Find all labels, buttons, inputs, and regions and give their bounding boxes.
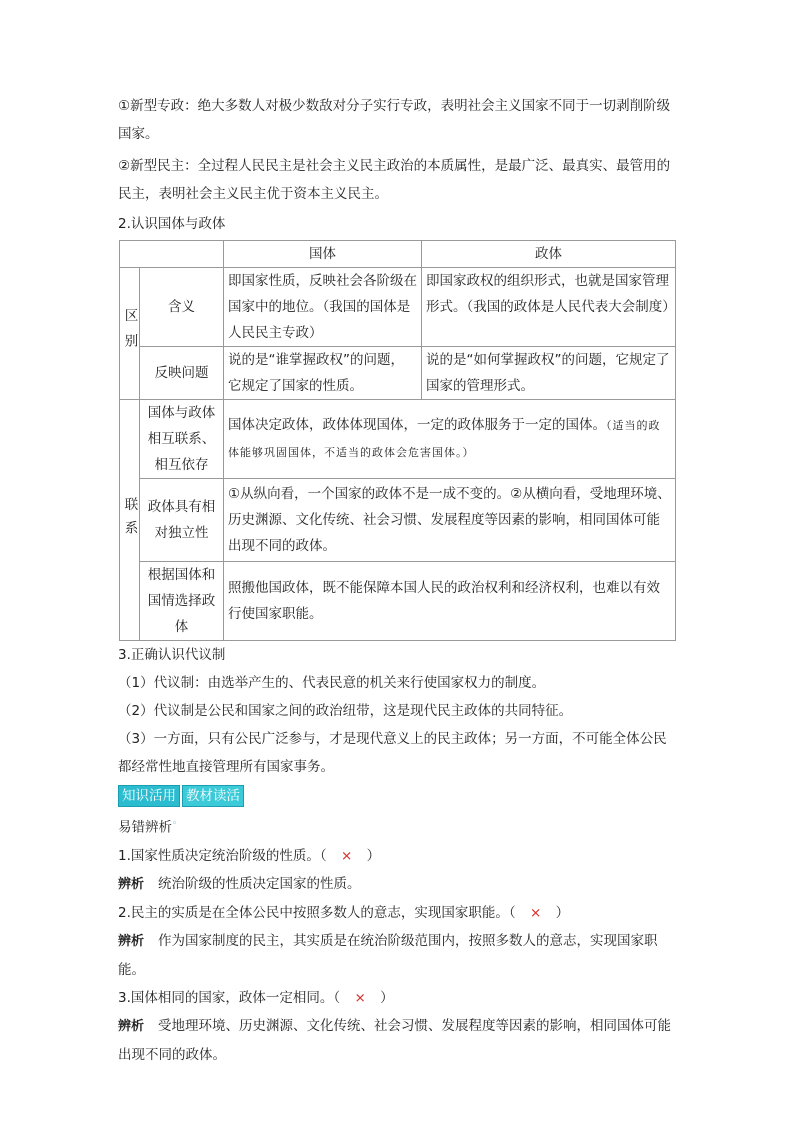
guoti-zhengti-table <box>119 240 676 641</box>
yicuo-title <box>118 810 678 842</box>
question-1-end: ） <box>366 847 381 864</box>
lianxi1-text: 国体决定政体，政体体现国体，一定的政体服务于一定的国体。 <box>228 417 606 433</box>
table-row <box>120 268 676 347</box>
answer-2 <box>118 927 678 984</box>
answer-1 <box>118 870 678 899</box>
header-guoti: 国体 <box>224 241 422 268</box>
knowledge-banner <box>118 785 244 807</box>
answer-3-text: 受地理环境、历史渊源、文化传统、社会习惯、发展程度等因素的影响，相同国体可能出现不同的政体。 <box>118 1017 672 1063</box>
fanying-guoti: 说的是“谁掌握政权”的问题，它规定了国家的性质。 <box>224 347 422 400</box>
bianxi-label: 辨析 <box>118 1018 145 1034</box>
table-header-row <box>120 241 676 268</box>
banner-knowledge-apply: 知识活用 <box>118 785 180 807</box>
table-row <box>120 479 676 562</box>
qubie-label: 区别 <box>120 268 140 400</box>
hanyi-label: 含义 <box>140 268 224 347</box>
hanyi-zhengti: 即国家政权的组织形式，也就是国家管理形式。（我国的政体是人民代表大会制度） <box>422 268 676 347</box>
section-2-title: 2.认识国体与政体 <box>118 216 226 232</box>
answer-2-text: 作为国家制度的民主，其实质是在统治阶级范围内，按照多数人的意志，实现国家职能。 <box>118 932 658 978</box>
question-1 <box>118 842 678 870</box>
table-row <box>120 347 676 400</box>
fanying-label: 反映问题 <box>140 347 224 400</box>
wrong-mark-icon: × <box>354 989 366 1006</box>
table-row <box>120 562 676 641</box>
lianxi1-label: 国体与政体相互联系、相互依存 <box>140 400 224 479</box>
question-3 <box>118 984 678 1012</box>
answer-1-text: 统治阶级的性质决定国家的性质。 <box>158 875 361 892</box>
fanying-zhengti: 说的是“如何掌握政权”的问题，它规定了国家的管理形式。 <box>422 347 676 400</box>
wrong-mark-icon: × <box>340 847 353 864</box>
wrong-mark-icon: × <box>529 904 542 921</box>
lianxi3-label: 根据国体和国情选择政体 <box>140 562 224 641</box>
lianxi3-content: 照搬他国政体，既不能保障本国人民的政治权利和经济权利，也难以有效行使国家职能。 <box>224 562 676 641</box>
question-3-text: 3.国体相同的国家，政体一定相同。（ <box>118 989 341 1006</box>
header-zhengti: 政体 <box>422 241 676 268</box>
question-2-end: ） <box>555 904 570 921</box>
table-row <box>120 400 676 479</box>
section-3-item-3: （3）一方面，只有公民广泛参与，才是现代意义上的民主政体；另一方面，不可能全体公民都经常性地直接管理所有国家事务。 <box>118 731 667 775</box>
question-3-end: ） <box>380 989 394 1006</box>
answer-3 <box>118 1012 678 1069</box>
dot-icon: ◦ <box>172 819 178 829</box>
lianxi-label: 联系 <box>120 400 140 641</box>
lianxi2-label: 政体具有相对独立性 <box>140 479 224 562</box>
question-2 <box>118 899 678 927</box>
section-3-item-2: （2）代议制是公民和国家之间的政治纽带，这是现代民主政体的共同特征。 <box>118 703 573 719</box>
intro-paragraph-1: ①新型专政：绝大多数人对极少数敌对分子实行专政，表明社会主义国家不同于一切剥削阶级国家。 <box>118 98 671 142</box>
intro-paragraph-2: ②新型民主：全过程人民民主是社会主义民主政治的本质属性，是最广泛、最真实、最管用的民主，表明社会主义民主优于资本主义民主。 <box>118 158 671 202</box>
section-3-item-1: （1）代议制：由选举产生的、代表民意的机关来行使国家权力的制度。 <box>118 675 546 691</box>
document-page <box>118 92 678 1069</box>
lianxi1-note: （适当的政体能够巩固国体，不适当的政体会危害国体。） <box>228 419 661 459</box>
lianxi2-content: ①从纵向看，一个国家的政体不是一成不变的。②从横向看，受地理环境、历史渊源、文化传统、社会习惯、发展程度等因素的影响，相同国体可能出现不同的政体。 <box>224 479 676 562</box>
bianxi-label: 辨析 <box>118 933 145 949</box>
table-corner-cell <box>120 241 224 268</box>
section-3-title: 3.正确认识代议制 <box>118 647 226 663</box>
hanyi-guoti: 即国家性质，反映社会各阶级在国家中的地位。（我国的国体是人民民主专政） <box>224 268 422 347</box>
lianxi1-content <box>224 400 676 479</box>
yicuo-title-text: 易错辨析 <box>118 819 172 836</box>
bianxi-label: 辨析 <box>118 876 145 892</box>
banner-textbook-read: 教材读活 <box>182 785 244 807</box>
question-2-text: 2.民主的实质是在全体公民中按照多数人的意志，实现国家职能。（ <box>118 904 516 921</box>
question-1-text: 1.国家性质决定统治阶级的性质。（ <box>118 847 327 864</box>
